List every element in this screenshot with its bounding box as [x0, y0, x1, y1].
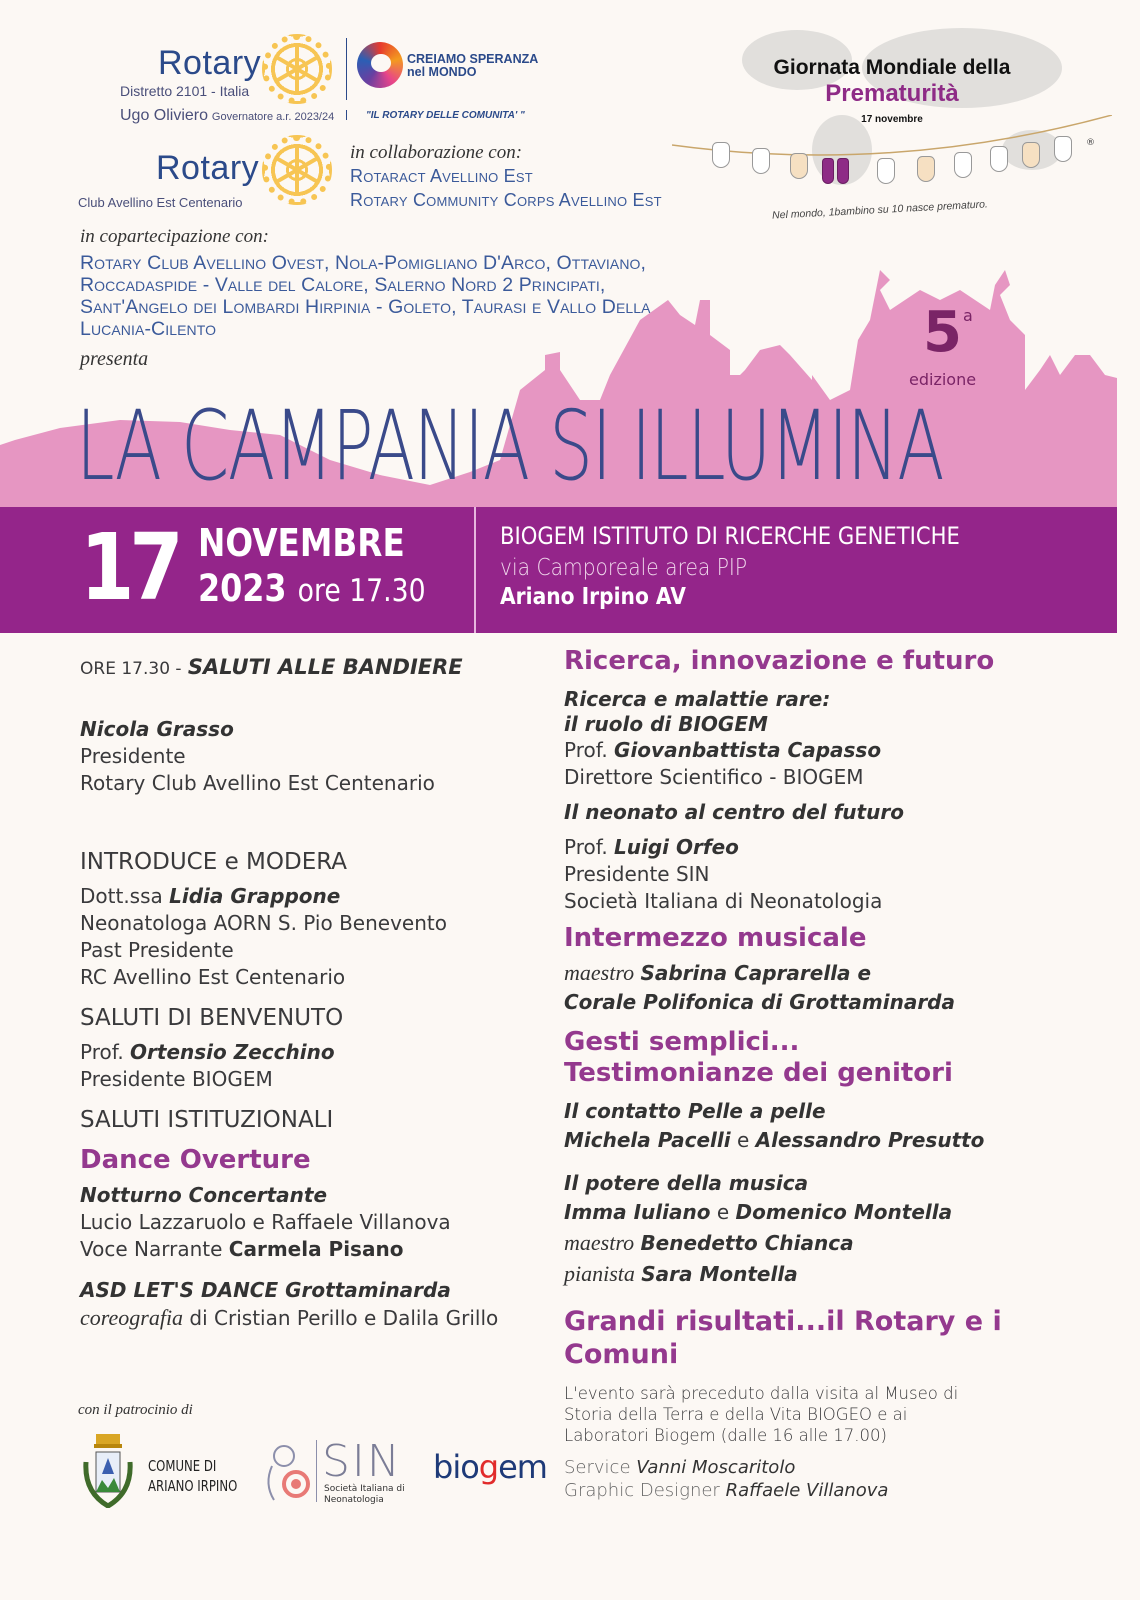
research-heading: Ricerca, innovazione e futuro	[564, 646, 995, 676]
sock-icon	[917, 156, 935, 182]
institutional-heading: SALUTI ISTITUZIONALI	[80, 1107, 334, 1133]
copartecipation-line: Sant'Angelo dei Lombardi Hirpinia - Goleto, Taurasi e Vallo Della	[80, 296, 651, 318]
pre-event-notice	[564, 1383, 1002, 1446]
moderator-line	[80, 883, 498, 910]
event-title: LA CAMPANIA SI ILLUMINA	[76, 390, 944, 502]
event-month: NOVEMBRE	[198, 521, 405, 565]
comune-line: ARIANO IRPINO	[148, 1477, 238, 1495]
collaboration-block	[350, 142, 662, 212]
talk2-role: Presidente SIN	[564, 862, 710, 886]
sin-subtitle-line: Società Italiana di	[324, 1484, 405, 1494]
opening-time: ORE 17.30 -	[80, 659, 182, 679]
creiamo-logo-text	[407, 53, 538, 79]
giornata-highlight: Prematurità	[825, 80, 959, 107]
testimony1-names	[564, 1126, 1002, 1155]
biogem-logo	[433, 1448, 547, 1486]
moderator-detail: Past Presidente	[80, 938, 234, 962]
edition-number: 5	[923, 300, 962, 365]
sock-icon	[712, 142, 730, 168]
venue-address: via Camporeale area PIP	[500, 555, 748, 581]
talk2-speaker: Luigi Orfeo	[614, 835, 739, 859]
testimony1-title: Il contatto Pelle a pelle	[564, 1099, 826, 1123]
biogem-text: bio	[433, 1448, 479, 1486]
joiner-text: e	[716, 1200, 730, 1224]
pianist-line	[564, 1259, 1002, 1289]
interlude-label: maestro	[564, 960, 635, 985]
talk1-speaker: Giovanbattista Capasso	[614, 738, 882, 762]
sock-icon	[752, 148, 770, 174]
talk2-speaker-line	[564, 834, 1002, 861]
rotary-club-logo	[78, 135, 338, 215]
event-year: 2023	[198, 567, 287, 610]
testimony2-title: Il potere della musica	[564, 1171, 809, 1195]
governor-name: Ugo Oliviero	[120, 107, 209, 124]
patronage-label: con il patrocinio di	[78, 1402, 193, 1418]
sock-icon	[954, 152, 972, 178]
narrator-line	[80, 1236, 498, 1263]
service-label: Service	[564, 1457, 631, 1478]
band-divider	[474, 507, 476, 633]
creiamo-speranza-logo-icon	[357, 42, 403, 88]
rotary-club-brand: Rotary	[156, 149, 260, 187]
welcome-speaker-role: Presidente BIOGEM	[80, 1067, 273, 1091]
designer-name: Raffaele Villanova	[725, 1480, 889, 1501]
event-year-time	[198, 567, 426, 610]
testimony1-name: Alessandro Presutto	[755, 1128, 985, 1152]
program-right-column	[564, 646, 1002, 1502]
host-org: Rotary Club Avellino Est Centenario	[80, 771, 435, 795]
talk2-speaker-title: Prof.	[564, 835, 608, 859]
sock-icon	[877, 158, 895, 184]
welcome-speaker-name: Ortensio Zecchino	[130, 1040, 335, 1064]
service-credit	[564, 1456, 1002, 1479]
sock-icon	[1022, 142, 1040, 168]
moderator-name: Lidia Grappone	[169, 884, 341, 908]
district-line: Distretto 2101 - Italia	[120, 83, 250, 99]
collaboration-partner: Rotary Community Corps Avellino Est	[350, 190, 662, 210]
choreography-credit: di Cristian Perillo e Dalila Grillo	[189, 1306, 499, 1330]
copartecipation-line: Lucania-Cilento	[80, 318, 217, 340]
testimony2-name: Imma Iuliano	[564, 1200, 711, 1224]
joiner-text: e	[736, 1128, 750, 1152]
copartecipation-line: Roccadaspide - Valle del Calore, Salerno Nord 2 Principati,	[80, 274, 606, 296]
creiamo-line2: nel MONDO	[407, 65, 477, 79]
sin-divider	[316, 1440, 317, 1502]
sock-icon	[790, 153, 808, 179]
welcome-speaker-line	[80, 1039, 498, 1066]
interlude-heading: Intermezzo musicale	[564, 923, 867, 953]
rotary-motto: "IL ROTARY DELLE COMUNITA' "	[366, 110, 525, 121]
designer-credit	[564, 1479, 1002, 1502]
maestro-line	[564, 1227, 1002, 1259]
gesti-subheading: Testimonianze dei genitori	[564, 1058, 953, 1088]
dance-performers: Lucio Lazzaruolo e Raffaele Villanova	[80, 1210, 451, 1234]
rotary-wheel-icon	[262, 135, 332, 205]
comune-logo-text	[148, 1456, 237, 1496]
talk1-role: Direttore Scientifico - BIOGEM	[564, 765, 864, 789]
giornata-date: 17 novembre	[861, 114, 923, 125]
welcome-heading: SALUTI DI BENVENUTO	[80, 1005, 344, 1031]
governor-role: Governatore a.r. 2023/24	[211, 111, 335, 123]
results-heading: Grandi risultati...il Rotary e i	[564, 1306, 1002, 1337]
dance-school: ASD LET'S DANCE Grottaminarda	[80, 1278, 451, 1302]
notice-line: L'evento sarà preceduto dalla visita al Museo di	[564, 1384, 959, 1403]
testimony2-names	[564, 1198, 1002, 1227]
venue-name: BIOGEM ISTITUTO DI RICERCHE GENETICHE	[500, 522, 960, 550]
copartecipation-line: Rotary Club Avellino Ovest, Nola-Pomigliano D'Arco, Ottaviano,	[80, 252, 647, 274]
notice-line: Storia della Terra e della Vita BIOGEO e ai	[564, 1405, 908, 1424]
testimony1-name: Michela Pacelli	[564, 1128, 731, 1152]
event-time: ore 17.30	[297, 573, 426, 609]
logo-divider-small	[346, 110, 347, 120]
giornata-footnote: Nel mondo, 1bambino su 10 nasce prematuro.	[771, 198, 989, 222]
event-day: 17	[80, 514, 179, 621]
host-name: Nicola Grasso	[80, 717, 234, 741]
sock-icon	[1054, 136, 1072, 162]
giornata-title: Giornata Mondiale della	[773, 56, 1011, 79]
talk2-title: Il neonato al centro del futuro	[564, 800, 904, 824]
sin-subtitle-line: Neonatologia	[324, 1495, 384, 1505]
club-subtitle: Club Avellino Est Centenario	[78, 195, 243, 210]
talk1-title: Ricerca e malattie rare:	[564, 687, 831, 711]
copartecipation-label: in copartecipazione con:	[80, 226, 269, 247]
collaboration-partner: Rotaract Avellino Est	[350, 166, 533, 186]
venue-city: Ariano Irpino AV	[500, 584, 686, 610]
biogem-text: em	[498, 1448, 547, 1486]
presenta-label: presenta	[80, 348, 149, 370]
collaboration-label: in collaborazione con:	[350, 142, 523, 163]
maestro-name: Benedetto Chianca	[640, 1231, 854, 1255]
edition-superscript: a	[963, 306, 973, 325]
maestro-label: maestro	[564, 1230, 635, 1255]
moderator-detail: RC Avellino Est Centenario	[80, 965, 346, 989]
logo-divider	[346, 38, 347, 100]
governor-line	[120, 107, 334, 125]
rotary-wheel-icon	[262, 34, 332, 104]
sin-logo-text: SIN	[322, 1436, 402, 1487]
biogem-g-letter: g	[478, 1448, 499, 1486]
comune-line: COMUNE DI	[148, 1457, 217, 1475]
comune-crest-icon	[80, 1432, 136, 1508]
creiamo-line1: CREIAMO SPERANZA	[407, 52, 539, 66]
sock-icon	[837, 158, 849, 184]
opening-line	[80, 652, 498, 684]
sin-mother-child-icon	[262, 1440, 314, 1506]
narrator-name: Carmela Pisano	[228, 1237, 404, 1261]
talk1-speaker-title: Prof.	[564, 738, 608, 762]
moderator-title: Dott.ssa	[80, 884, 163, 908]
choreography-label: coreografia	[80, 1305, 184, 1330]
testimony2-name: Domenico Montella	[735, 1200, 953, 1224]
giornata-prematurita-logo	[672, 20, 1112, 230]
opening-title: SALUTI ALLE BANDIERE	[187, 655, 463, 679]
moderator-detail: Neonatologa AORN S. Pio Benevento	[80, 911, 447, 935]
interlude-performer: Sabrina Caprarella e	[640, 961, 872, 985]
talk1-speaker-line	[564, 737, 1002, 764]
talk2-role: Società Italiana di Neonatologia	[564, 889, 883, 913]
pianist-label: pianista	[564, 1261, 635, 1286]
program-left-column	[80, 652, 498, 1332]
service-name: Vanni Moscaritolo	[636, 1457, 796, 1478]
interlude-performer: Corale Polifonica di Grottaminarda	[564, 990, 955, 1014]
welcome-speaker-title: Prof.	[80, 1040, 124, 1064]
interlude-line	[564, 958, 1002, 988]
gesti-heading: Gesti semplici...	[564, 1027, 800, 1057]
dance-heading: Dance Overture	[80, 1145, 311, 1175]
edition-label: edizione	[909, 370, 977, 389]
notice-line: Laboratori Biogem (dalle 16 alle 17.00)	[564, 1426, 887, 1445]
host-role: Presidente	[80, 744, 186, 768]
results-heading: Comuni	[564, 1339, 679, 1370]
choreography-line	[80, 1304, 498, 1332]
dance-piece: Notturno Concertante	[80, 1183, 328, 1207]
sock-icon	[822, 158, 834, 184]
sin-subtitle	[324, 1484, 405, 1506]
registered-mark: ®	[1086, 138, 1095, 148]
narrator-label: Voce Narrante	[80, 1237, 223, 1261]
introduce-heading: INTRODUCE e MODERA	[80, 849, 348, 875]
rotary-district-brand: Rotary	[158, 44, 262, 82]
rotary-district-logo	[110, 40, 350, 130]
talk1-title: il ruolo di BIOGEM	[564, 712, 768, 736]
sock-icon	[990, 146, 1008, 172]
pianist-name: Sara Montella	[641, 1262, 798, 1286]
designer-label: Graphic Designer	[564, 1480, 720, 1501]
